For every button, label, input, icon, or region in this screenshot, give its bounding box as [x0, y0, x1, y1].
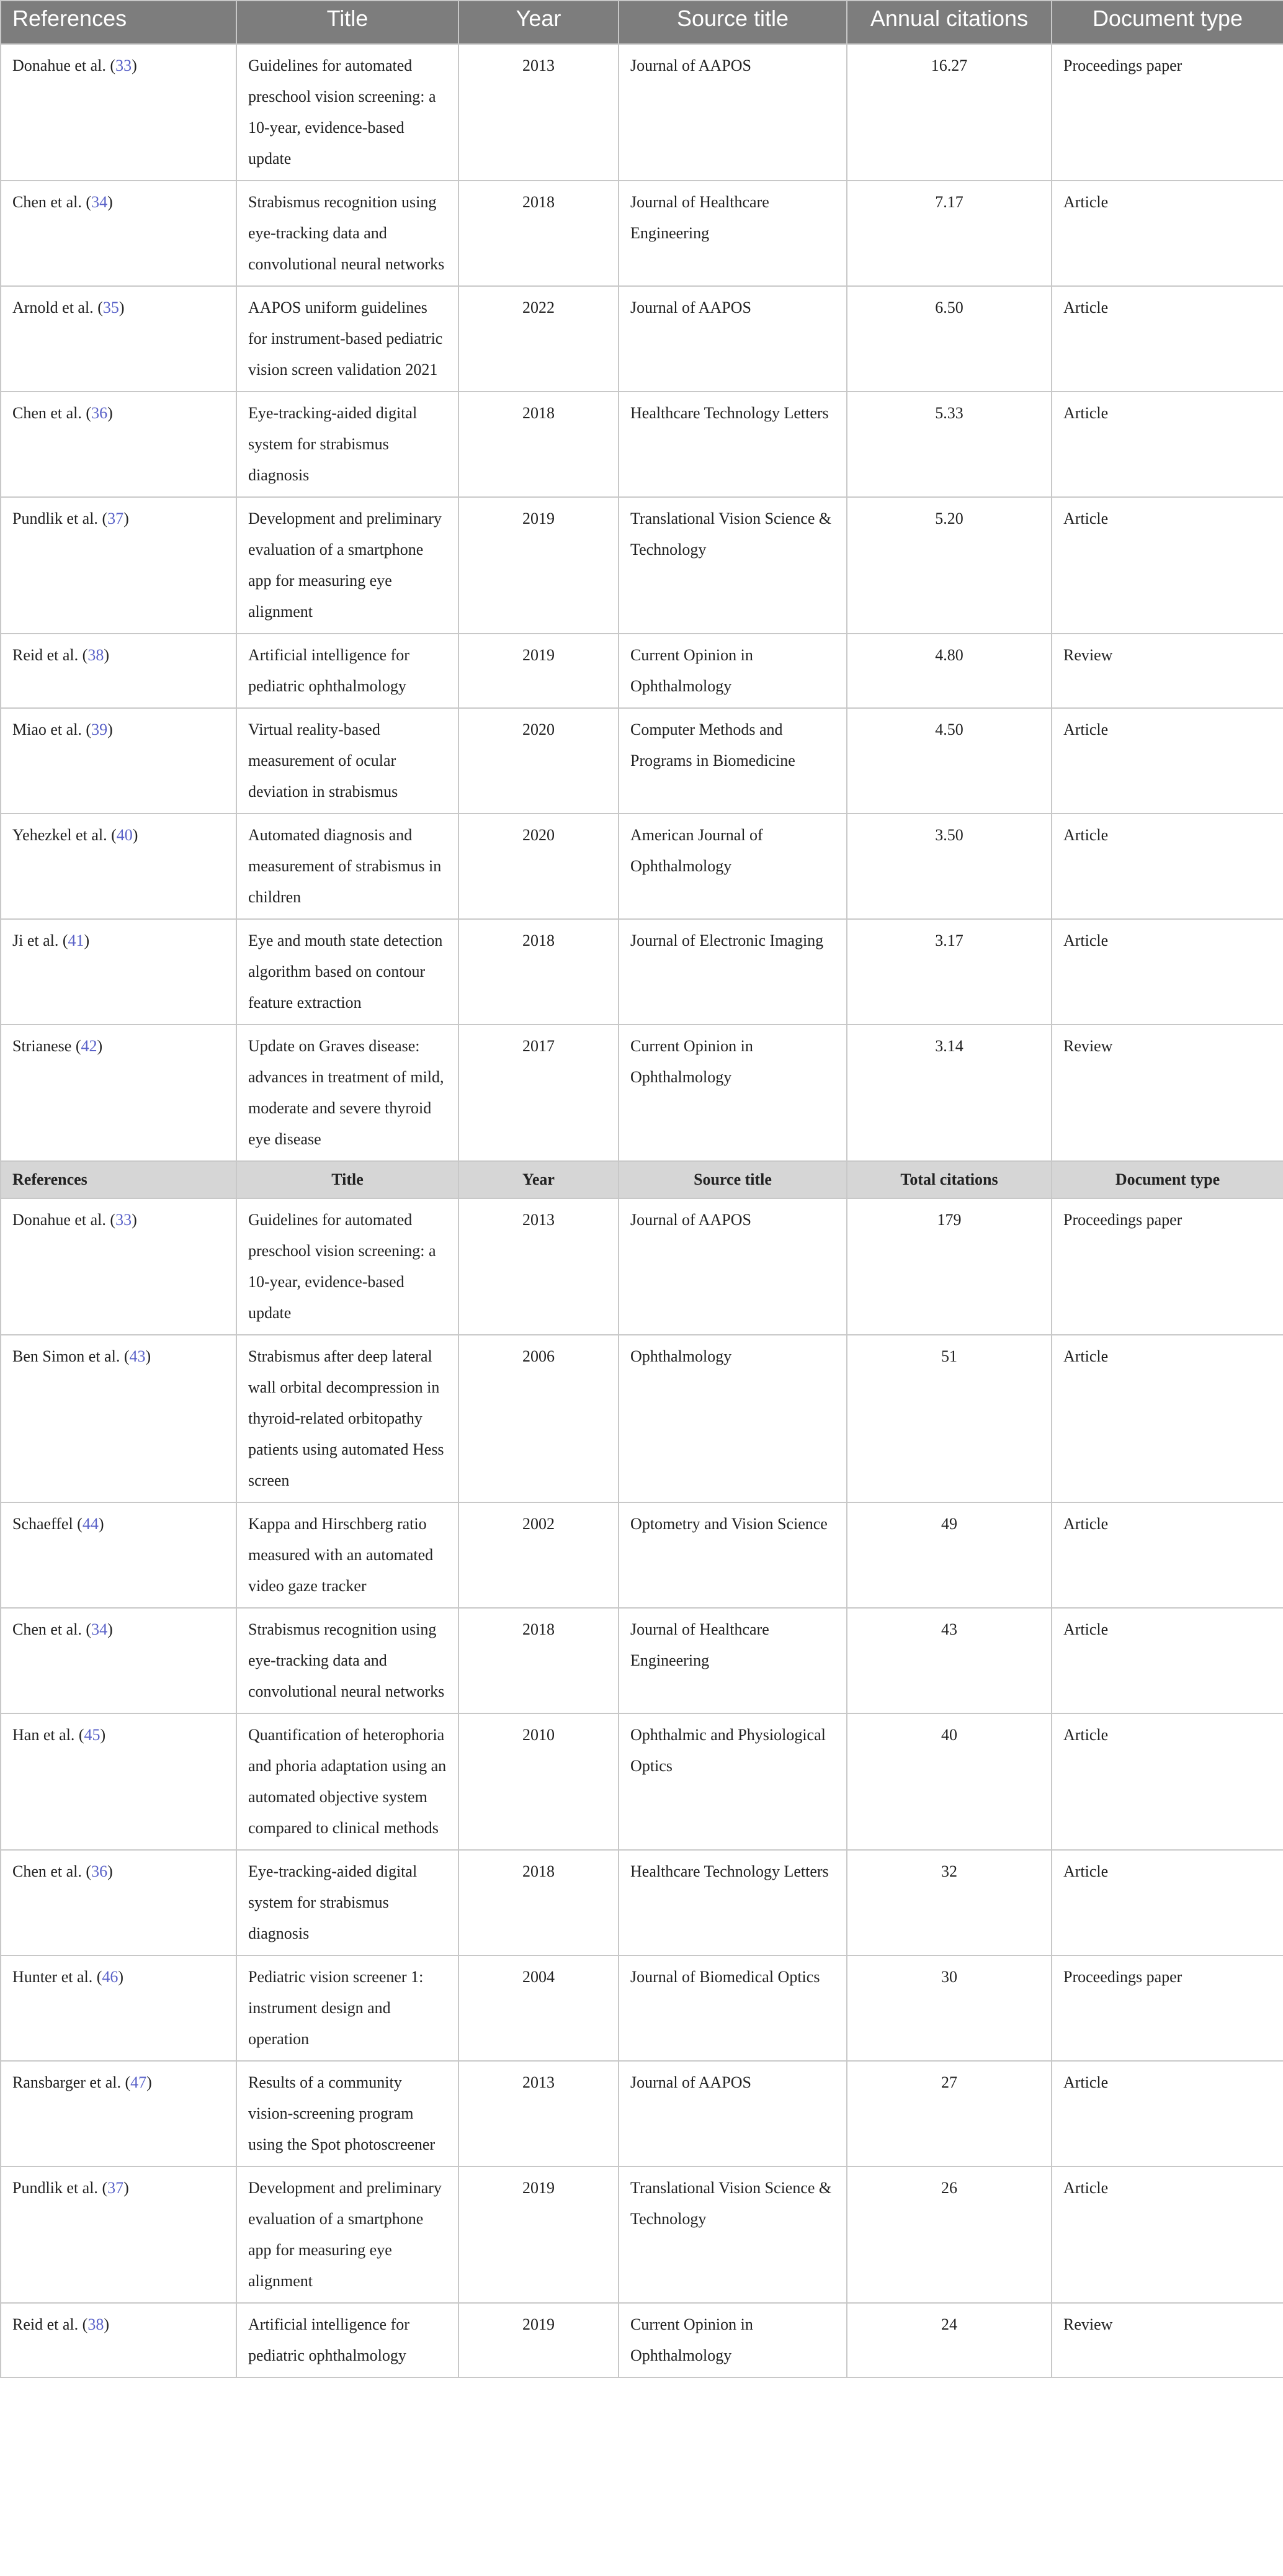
- reference-cell: Hunter et al. (46): [1, 1955, 236, 2061]
- title-cell: Strabismus after deep lateral wall orbital decompression in thyroid-related orbitopathy patients using automated Hess screen: [236, 1335, 458, 1502]
- document-type-cell: Article: [1052, 1608, 1283, 1713]
- table-row: [1, 286, 1283, 392]
- citations-cell: 16.27: [847, 44, 1052, 181]
- document-type-cell: Article: [1052, 814, 1283, 919]
- year-cell: 2019: [458, 2166, 619, 2303]
- year-cell: 2018: [458, 181, 619, 286]
- table-row: [1, 1198, 1283, 1335]
- reference-author: Reid et al.: [12, 2315, 79, 2333]
- document-type-cell: Article: [1052, 2061, 1283, 2166]
- title-cell: Virtual reality-based measurement of ocular deviation in strabismus: [236, 708, 458, 814]
- citations-cell: 49: [847, 1502, 1052, 1608]
- subheader-row: [1, 1161, 1283, 1198]
- document-type-cell: Article: [1052, 1502, 1283, 1608]
- document-type-cell: Review: [1052, 634, 1283, 708]
- title-cell: Update on Graves disease: advances in treatment of mild, moderate and severe thyroid eye disease: [236, 1025, 458, 1161]
- reference-author: Arnold et al.: [12, 298, 94, 316]
- citations-cell: 51: [847, 1335, 1052, 1502]
- document-type-cell: Review: [1052, 2303, 1283, 2377]
- reference-cell: Schaeffel (44): [1, 1502, 236, 1608]
- source-title-cell: Journal of Healthcare Engineering: [619, 1608, 847, 1713]
- document-type-cell: Article: [1052, 392, 1283, 497]
- reference-cell: Chen et al. (36): [1, 392, 236, 497]
- reference-author: Chen et al.: [12, 404, 82, 422]
- citations-cell: 6.50: [847, 286, 1052, 392]
- source-title-cell: Journal of AAPOS: [619, 2061, 847, 2166]
- year-cell: 2017: [458, 1025, 619, 1161]
- reference-link[interactable]: 38: [87, 646, 104, 664]
- reference-cell: Ben Simon et al. (43): [1, 1335, 236, 1502]
- document-type-cell: Article: [1052, 497, 1283, 634]
- document-type-cell: Article: [1052, 1335, 1283, 1502]
- title-cell: Eye and mouth state detection algorithm based on contour feature extraction: [236, 919, 458, 1025]
- reference-author: Han et al.: [12, 1726, 75, 1744]
- reference-link[interactable]: 42: [81, 1037, 97, 1055]
- header-title: Title: [236, 1, 458, 44]
- document-type-cell: Proceedings paper: [1052, 1198, 1283, 1335]
- reference-link[interactable]: 40: [116, 826, 133, 844]
- reference-author: Chen et al.: [12, 193, 82, 211]
- reference-cell: Pundlik et al. (37): [1, 2166, 236, 2303]
- reference-author: Ji et al.: [12, 931, 59, 949]
- reference-link[interactable]: 37: [107, 2179, 124, 2197]
- title-cell: Eye-tracking-aided digital system for strabismus diagnosis: [236, 1850, 458, 1955]
- reference-link[interactable]: 38: [87, 2315, 104, 2333]
- title-cell: Eye-tracking-aided digital system for strabismus diagnosis: [236, 392, 458, 497]
- reference-link[interactable]: 33: [115, 56, 132, 74]
- reference-cell: Reid et al. (38): [1, 2303, 236, 2377]
- reference-author: Chen et al.: [12, 1620, 82, 1638]
- table-row: [1, 392, 1283, 497]
- subheader-document-type: Document type: [1052, 1161, 1283, 1198]
- header-row: [1, 1, 1283, 44]
- table-row: [1, 814, 1283, 919]
- year-cell: 2019: [458, 2303, 619, 2377]
- citations-cell: 40: [847, 1713, 1052, 1850]
- reference-author: Pundlik et al.: [12, 509, 98, 527]
- reference-cell: Pundlik et al. (37): [1, 497, 236, 634]
- reference-link[interactable]: 36: [91, 404, 108, 422]
- source-title-cell: Journal of AAPOS: [619, 44, 847, 181]
- source-title-cell: Journal of Healthcare Engineering: [619, 181, 847, 286]
- title-cell: Guidelines for automated preschool vision screening: a 10-year, evidence-based update: [236, 44, 458, 181]
- citations-cell: 24: [847, 2303, 1052, 2377]
- citations-cell: 26: [847, 2166, 1052, 2303]
- title-cell: Development and preliminary evaluation of a smartphone app for measuring eye alignment: [236, 2166, 458, 2303]
- table-row: [1, 1608, 1283, 1713]
- table-row: [1, 634, 1283, 708]
- document-type-cell: Article: [1052, 1713, 1283, 1850]
- title-cell: Automated diagnosis and measurement of strabismus in children: [236, 814, 458, 919]
- header-document-type: Document type: [1052, 1, 1283, 44]
- reference-cell: Reid et al. (38): [1, 634, 236, 708]
- source-title-cell: Translational Vision Science & Technology: [619, 497, 847, 634]
- reference-link[interactable]: 34: [91, 193, 108, 211]
- table-row: [1, 1025, 1283, 1161]
- source-title-cell: Current Opinion in Ophthalmology: [619, 1025, 847, 1161]
- table-row: [1, 181, 1283, 286]
- reference-link[interactable]: 43: [129, 1347, 146, 1365]
- year-cell: 2019: [458, 497, 619, 634]
- table-row: [1, 919, 1283, 1025]
- source-title-cell: Computer Methods and Programs in Biomedicine: [619, 708, 847, 814]
- title-cell: Results of a community vision-screening program using the Spot photoscreener: [236, 2061, 458, 2166]
- table-row: [1, 2166, 1283, 2303]
- reference-author: Miao et al.: [12, 720, 82, 738]
- reference-author: Strianese: [12, 1037, 72, 1055]
- year-cell: 2018: [458, 919, 619, 1025]
- reference-link[interactable]: 45: [84, 1726, 101, 1744]
- source-title-cell: Journal of Electronic Imaging: [619, 919, 847, 1025]
- source-title-cell: Healthcare Technology Letters: [619, 392, 847, 497]
- reference-cell: Chen et al. (34): [1, 181, 236, 286]
- year-cell: 2002: [458, 1502, 619, 1608]
- reference-author: Schaeffel: [12, 1515, 73, 1533]
- reference-link[interactable]: 47: [130, 2073, 147, 2091]
- citations-cell: 5.20: [847, 497, 1052, 634]
- document-type-cell: Article: [1052, 286, 1283, 392]
- citations-cell: 32: [847, 1850, 1052, 1955]
- title-cell: Artificial intelligence for pediatric ophthalmology: [236, 2303, 458, 2377]
- reference-cell: Ji et al. (41): [1, 919, 236, 1025]
- reference-cell: Strianese (42): [1, 1025, 236, 1161]
- source-title-cell: Ophthalmic and Physiological Optics: [619, 1713, 847, 1850]
- title-cell: Artificial intelligence for pediatric ophthalmology: [236, 634, 458, 708]
- source-title-cell: Ophthalmology: [619, 1335, 847, 1502]
- reference-cell: Arnold et al. (35): [1, 286, 236, 392]
- reference-author: Hunter et al.: [12, 1968, 93, 1986]
- document-type-cell: Review: [1052, 1025, 1283, 1161]
- year-cell: 2018: [458, 1608, 619, 1713]
- reference-cell: Miao et al. (39): [1, 708, 236, 814]
- reference-cell: Donahue et al. (33): [1, 44, 236, 181]
- annual-citations-rows: [1, 44, 1283, 1161]
- reference-author: Yehezkel et al.: [12, 826, 107, 844]
- title-cell: Quantification of heterophoria and phoria adaptation using an automated objective system compared to clinical methods: [236, 1713, 458, 1850]
- citations-cell: 3.50: [847, 814, 1052, 919]
- title-cell: Kappa and Hirschberg ratio measured with an automated video gaze tracker: [236, 1502, 458, 1608]
- citations-cell: 4.50: [847, 708, 1052, 814]
- year-cell: 2020: [458, 708, 619, 814]
- citations-cell: 179: [847, 1198, 1052, 1335]
- header-annual-citations: Annual citations: [847, 1, 1052, 44]
- source-title-cell: Healthcare Technology Letters: [619, 1850, 847, 1955]
- source-title-cell: Current Opinion in Ophthalmology: [619, 2303, 847, 2377]
- table-row: [1, 1955, 1283, 2061]
- source-title-cell: Journal of Biomedical Optics: [619, 1955, 847, 2061]
- year-cell: 2010: [458, 1713, 619, 1850]
- title-cell: Development and preliminary evaluation of a smartphone app for measuring eye alignment: [236, 497, 458, 634]
- year-cell: 2018: [458, 1850, 619, 1955]
- document-type-cell: Article: [1052, 708, 1283, 814]
- reference-cell: Chen et al. (34): [1, 1608, 236, 1713]
- document-type-cell: Article: [1052, 2166, 1283, 2303]
- reference-author: Pundlik et al.: [12, 2179, 98, 2197]
- reference-author: Reid et al.: [12, 646, 79, 664]
- source-title-cell: Journal of AAPOS: [619, 1198, 847, 1335]
- title-cell: Strabismus recognition using eye-tracking data and convolutional neural networks: [236, 181, 458, 286]
- source-title-cell: American Journal of Ophthalmology: [619, 814, 847, 919]
- header-source-title: Source title: [619, 1, 847, 44]
- reference-author: Donahue et al.: [12, 56, 106, 74]
- reference-link[interactable]: 33: [115, 1211, 132, 1229]
- source-title-cell: Current Opinion in Ophthalmology: [619, 634, 847, 708]
- document-type-cell: Proceedings paper: [1052, 44, 1283, 181]
- subheader-source-title: Source title: [619, 1161, 847, 1198]
- year-cell: 2019: [458, 634, 619, 708]
- document-type-cell: Proceedings paper: [1052, 1955, 1283, 2061]
- subheader-total-citations: Total citations: [847, 1161, 1052, 1198]
- title-cell: Strabismus recognition using eye-tracking data and convolutional neural networks: [236, 1608, 458, 1713]
- year-cell: 2006: [458, 1335, 619, 1502]
- reference-cell: Ransbarger et al. (47): [1, 2061, 236, 2166]
- table-row: [1, 1850, 1283, 1955]
- reference-link[interactable]: 35: [102, 298, 119, 316]
- reference-author: Ransbarger et al.: [12, 2073, 121, 2091]
- year-cell: 2013: [458, 1198, 619, 1335]
- table-row: [1, 1502, 1283, 1608]
- document-type-cell: Article: [1052, 919, 1283, 1025]
- table-row: [1, 44, 1283, 181]
- citations-cell: 30: [847, 1955, 1052, 2061]
- year-cell: 2020: [458, 814, 619, 919]
- document-type-cell: Article: [1052, 181, 1283, 286]
- table-row: [1, 1335, 1283, 1502]
- year-cell: 2018: [458, 392, 619, 497]
- citations-cell: 7.17: [847, 181, 1052, 286]
- document-type-cell: Article: [1052, 1850, 1283, 1955]
- reference-cell: Donahue et al. (33): [1, 1198, 236, 1335]
- citations-cell: 27: [847, 2061, 1052, 2166]
- source-title-cell: Journal of AAPOS: [619, 286, 847, 392]
- table-row: [1, 2303, 1283, 2377]
- reference-author: Ben Simon et al.: [12, 1347, 120, 1365]
- total-citations-section: [1, 1161, 1283, 2377]
- title-cell: Pediatric vision screener 1: instrument design and operation: [236, 1955, 458, 2061]
- table-row: [1, 1713, 1283, 1850]
- reference-cell: Han et al. (45): [1, 1713, 236, 1850]
- reference-link[interactable]: 41: [68, 931, 84, 949]
- table-row: [1, 497, 1283, 634]
- reference-author: Chen et al.: [12, 1862, 82, 1880]
- citations-cell: 4.80: [847, 634, 1052, 708]
- subheader-references: References: [1, 1161, 236, 1198]
- reference-cell: Yehezkel et al. (40): [1, 814, 236, 919]
- header-references: References: [1, 1, 236, 44]
- reference-link[interactable]: 44: [82, 1515, 99, 1533]
- subheader-title: Title: [236, 1161, 458, 1198]
- source-title-cell: Translational Vision Science & Technology: [619, 2166, 847, 2303]
- citations-cell: 43: [847, 1608, 1052, 1713]
- header-year: Year: [458, 1, 619, 44]
- title-cell: AAPOS uniform guidelines for instrument-based pediatric vision screen validation 2021: [236, 286, 458, 392]
- year-cell: 2004: [458, 1955, 619, 2061]
- subheader-year: Year: [458, 1161, 619, 1198]
- reference-link[interactable]: 34: [91, 1620, 108, 1638]
- reference-author: Donahue et al.: [12, 1211, 106, 1229]
- table-row: [1, 708, 1283, 814]
- table-row: [1, 2061, 1283, 2166]
- source-title-cell: Optometry and Vision Science: [619, 1502, 847, 1608]
- reference-link[interactable]: 46: [102, 1968, 118, 1986]
- reference-cell: Chen et al. (36): [1, 1850, 236, 1955]
- reference-link[interactable]: 37: [107, 509, 124, 527]
- year-cell: 2022: [458, 286, 619, 392]
- citations-cell: 3.14: [847, 1025, 1052, 1161]
- title-cell: Guidelines for automated preschool vision screening: a 10-year, evidence-based update: [236, 1198, 458, 1335]
- year-cell: 2013: [458, 2061, 619, 2166]
- year-cell: 2013: [458, 44, 619, 181]
- citations-cell: 3.17: [847, 919, 1052, 1025]
- reference-link[interactable]: 36: [91, 1862, 108, 1880]
- reference-link[interactable]: 39: [91, 720, 108, 738]
- citations-cell: 5.33: [847, 392, 1052, 497]
